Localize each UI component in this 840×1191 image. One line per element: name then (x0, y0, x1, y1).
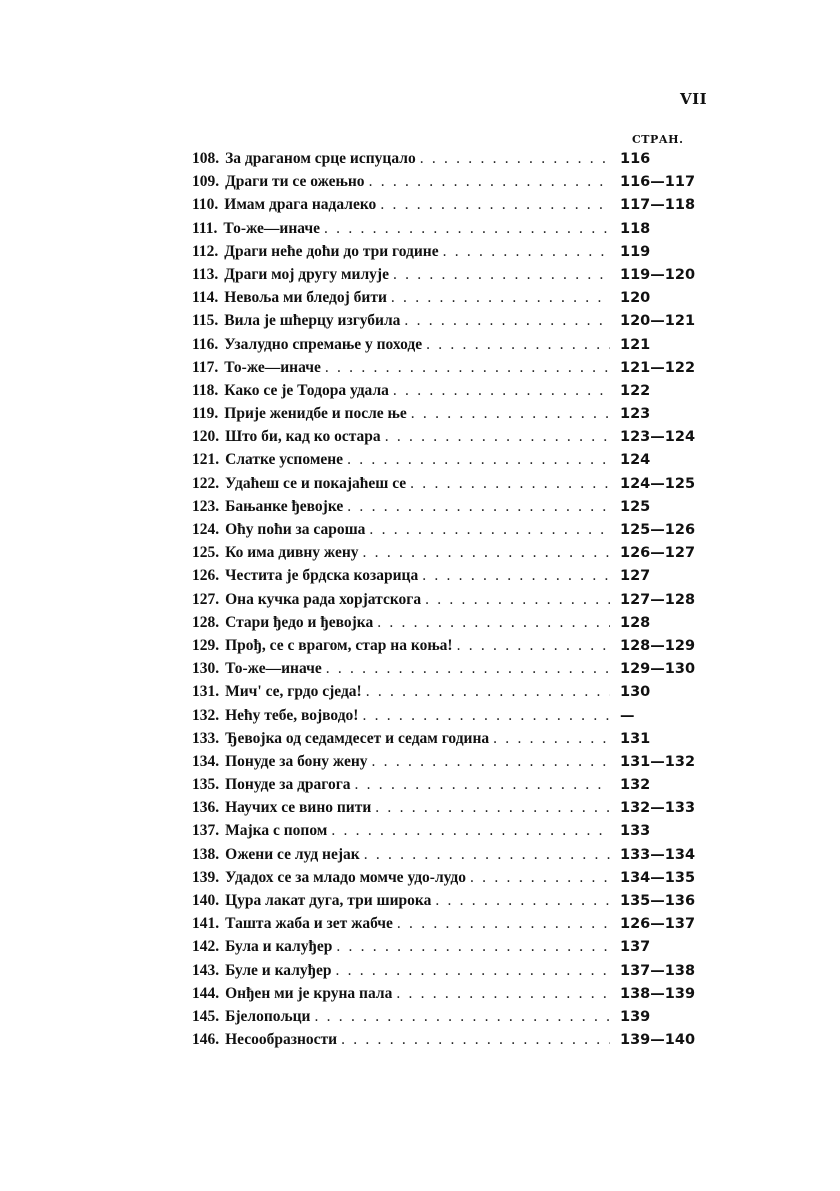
toc-entry-heading (192, 243, 610, 261)
toc-entry-number: 112. (192, 242, 219, 260)
toc-entry-heading (192, 707, 610, 725)
toc-entry-number: 145. (192, 1007, 220, 1025)
toc-entry-pages: 122 (620, 382, 651, 399)
dot-leader (393, 266, 610, 284)
toc-entry-number: 124. (192, 521, 220, 538)
toc-entry-number: 130. (192, 660, 220, 678)
dot-leader (380, 196, 610, 214)
toc-entry-title: Мајка с попом (225, 822, 328, 840)
toc-entry-title: Ташта жаба и зет жабче (225, 915, 393, 933)
dot-leader (372, 753, 610, 771)
toc-entry-number: 137. (192, 822, 220, 840)
toc-entry-pages: 125—126 (620, 522, 696, 538)
toc-entry-heading (192, 312, 610, 330)
toc-entry-pages: 128 (620, 614, 651, 631)
toc-entry-title: Вила је шћерцу изгубила (224, 312, 401, 330)
toc-entry-title: Понуде за бону жену (225, 752, 368, 770)
toc-entry-title: Нећу тебе, војводо! (225, 706, 359, 724)
toc-entry-pages: 117—118 (620, 197, 696, 214)
toc-entry-heading (192, 962, 610, 980)
toc-entry-number: 111. (192, 219, 218, 237)
toc-entry-number: 118. (192, 381, 219, 399)
toc-entry-title: Несообразности (225, 1031, 338, 1049)
toc-entry-pages: 137 (620, 939, 651, 956)
toc-entry-title: Невоља ми бледој бити (224, 289, 387, 307)
toc-entry-title: Онђен ми је круна пала (225, 984, 393, 1002)
dot-leader (362, 707, 610, 725)
toc-entry-pages: 133 (620, 823, 651, 840)
toc-entry-heading (192, 753, 610, 771)
toc-entry-title: Буле и калуђер (225, 961, 332, 979)
toc-entry-heading (192, 730, 610, 748)
toc-entry (192, 382, 712, 405)
toc-entry-heading (192, 614, 610, 632)
toc-entry-heading (192, 289, 610, 307)
toc-entry-heading (192, 660, 610, 678)
toc-entry-number: 123. (192, 497, 220, 515)
dot-leader (364, 846, 610, 864)
toc-entry-number: 133. (192, 729, 220, 747)
toc-entry (192, 822, 712, 845)
toc-entry (192, 475, 712, 498)
toc-entry-title: Што би, кад ко остара (225, 428, 381, 446)
toc-entry-pages: 123 (620, 406, 651, 423)
toc-entry-heading (192, 915, 610, 933)
toc-entry-pages: 121 (620, 336, 651, 353)
toc-entry-number: 129. (192, 636, 220, 654)
toc-entry-title: Бјелопољци (225, 1007, 311, 1025)
toc-entry-pages: 129—130 (620, 661, 696, 678)
toc-entry-heading (192, 405, 610, 423)
page-number: VII (680, 90, 708, 108)
toc-entry-title: Драги мој другу милује (224, 265, 389, 283)
toc-entry-number: 108. (192, 150, 220, 167)
toc-entry-heading (192, 892, 610, 910)
toc-entry-heading (192, 359, 610, 377)
toc-entry-number: 140. (192, 892, 220, 909)
dot-leader (377, 614, 610, 632)
toc-entry-title: За драганом срце испуцало (225, 150, 416, 167)
toc-entry-title: Удаћеш се и покајаћеш се (225, 474, 407, 492)
toc-entry-heading (192, 1008, 610, 1026)
toc-entry-number: 110. (192, 196, 219, 214)
toc-entry-heading (192, 266, 610, 284)
toc-entry-pages: 126—127 (620, 545, 696, 562)
toc-entry-heading (192, 544, 610, 562)
toc-entry-title: Удадох се за младо момче удо-лудо (225, 868, 467, 886)
toc-entry-pages: 124—125 (620, 475, 696, 492)
toc-entry-pages: 138—139 (620, 985, 696, 1002)
toc-entry (192, 405, 712, 428)
toc-entry-heading (192, 336, 610, 354)
toc-entry-pages: 130 (620, 684, 651, 701)
dot-leader (397, 915, 610, 933)
toc-entry-number: 131. (192, 683, 220, 701)
toc-entry-number: 115. (192, 312, 219, 330)
dot-leader (422, 567, 610, 585)
toc-entry (192, 173, 712, 196)
toc-entry-pages: 119 (620, 243, 651, 260)
toc-entry-heading (192, 475, 610, 493)
toc-entry-heading (192, 683, 610, 701)
dot-leader (411, 405, 610, 423)
dot-leader (324, 220, 610, 238)
dot-leader (375, 799, 610, 817)
toc-entry-pages: 137—138 (620, 962, 696, 979)
toc-entry (192, 498, 712, 521)
toc-entry-heading (192, 220, 610, 238)
toc-entry-number: 116. (192, 335, 219, 353)
toc-entry-title: Мич' се, грдо сједа! (225, 683, 362, 701)
toc-entry-number: 136. (192, 799, 220, 817)
toc-entry-number: 134. (192, 752, 220, 770)
toc-entry (192, 451, 712, 474)
toc-entry-title: Оћу поћи за сароша (225, 521, 366, 538)
toc-entry-heading (192, 1031, 610, 1049)
toc-entry-number: 121. (192, 451, 220, 469)
toc-entry (192, 220, 712, 243)
toc-entry-title: Слатке успомене (225, 451, 344, 469)
dot-leader (341, 1031, 610, 1049)
dot-leader (435, 892, 610, 910)
toc-entry-number: 125. (192, 544, 220, 562)
dot-leader (393, 382, 610, 400)
toc-entry-number: 143. (192, 961, 220, 979)
toc-entry-title: Драги неће доћи до три године (224, 242, 439, 260)
toc-entry-pages: 133—134 (620, 846, 696, 863)
toc-entry (192, 428, 712, 451)
dot-leader (493, 730, 610, 748)
toc-entry (192, 985, 712, 1008)
toc-entry-number: 117. (192, 358, 219, 376)
toc-entry-pages: 139 (620, 1008, 651, 1025)
toc-entry-number: 114. (192, 289, 219, 307)
toc-entry (192, 336, 712, 359)
toc-entry-heading (192, 869, 610, 887)
toc-entry (192, 892, 712, 915)
toc-entry (192, 753, 712, 776)
toc-entry-pages: 126—137 (620, 916, 696, 933)
dot-leader (369, 521, 610, 539)
dot-leader (347, 498, 610, 516)
toc-entry-title: Ђевојка од седамдесет и седам година (225, 729, 490, 747)
toc-entry (192, 521, 712, 544)
toc-entry-title: Ожени се луд нејак (225, 845, 360, 863)
toc-entry-heading (192, 567, 610, 585)
toc-entry (192, 591, 712, 614)
toc-entry-pages: 139—140 (620, 1032, 696, 1049)
toc-entry-title: Узалудно спремање у походе (224, 335, 423, 353)
toc-entry-pages: 116—117 (620, 174, 696, 191)
toc-entry-pages: 124 (620, 452, 651, 469)
toc-entry-number: 109. (192, 173, 220, 191)
toc-entry-title: Драги ти се ожењно (225, 173, 365, 191)
dot-leader (404, 312, 610, 330)
toc-entry-number: 139. (192, 868, 220, 886)
toc-entry-number: 128. (192, 613, 220, 631)
toc-entry-pages: 118 (620, 220, 651, 237)
toc-entry-heading (192, 428, 610, 446)
dot-leader (420, 150, 610, 168)
toc-entry-pages: 119—120 (620, 266, 696, 283)
toc-entry (192, 359, 712, 382)
table-of-contents (192, 150, 712, 1054)
toc-entry-title: Честита је брдска козарица (225, 567, 419, 585)
toc-entry-title: Научих се вино пити (225, 799, 372, 817)
toc-entry (192, 938, 712, 961)
toc-entry-heading (192, 846, 610, 864)
dot-leader (355, 776, 611, 794)
toc-entry-title: Како се је Тодора удала (224, 381, 389, 399)
toc-entry (192, 637, 712, 660)
toc-entry (192, 915, 712, 938)
toc-entry-title: Прије женидбе и после ње (224, 405, 407, 423)
dot-leader (391, 289, 610, 307)
toc-entry (192, 707, 712, 730)
toc-entry-number: 132. (192, 706, 220, 724)
pages-column-label: СТРАН. (632, 133, 684, 146)
toc-entry-pages: 128—129 (620, 637, 696, 654)
toc-entry-title: Понуде за драгога (225, 776, 351, 794)
toc-entry-title: То-же—иначе (223, 219, 321, 237)
toc-entry-pages: 132 (620, 777, 651, 794)
toc-entry (192, 567, 712, 590)
toc-entry (192, 243, 712, 266)
toc-entry-heading (192, 451, 610, 469)
dot-leader (347, 451, 610, 469)
toc-entry (192, 869, 712, 892)
toc-entry-title: Цура лакат дуга, три широка (225, 892, 432, 909)
toc-entry-pages: 135—136 (620, 893, 696, 909)
toc-entry-title: Була и калуђер (225, 938, 333, 956)
toc-entry-heading (192, 938, 610, 956)
toc-entry (192, 289, 712, 312)
toc-entry-pages: 127 (620, 568, 651, 585)
toc-entry (192, 1008, 712, 1031)
toc-entry (192, 1031, 712, 1054)
toc-entry-heading (192, 985, 610, 1003)
dot-leader (425, 591, 610, 609)
dot-leader (443, 243, 610, 261)
toc-entry-pages: 132—133 (620, 800, 696, 817)
toc-entry-number: 113. (192, 265, 219, 283)
dot-leader (335, 962, 610, 980)
toc-entry-title: Она кучка рада хорјатскога (225, 590, 422, 608)
toc-entry-number: 146. (192, 1031, 220, 1049)
dot-leader (385, 428, 610, 446)
toc-entry (192, 683, 712, 706)
toc-entry-number: 144. (192, 984, 220, 1002)
toc-entry-number: 120. (192, 428, 220, 446)
toc-entry-title: То-же—иначе (224, 358, 321, 376)
toc-entry-number: 122. (192, 474, 220, 492)
toc-entry-title: Бањанке ђевојке (225, 497, 344, 515)
dot-leader (325, 359, 610, 377)
toc-entry-pages: 120 (620, 290, 651, 307)
dot-leader (315, 1008, 611, 1026)
toc-entry (192, 614, 712, 637)
toc-entry-number: 138. (192, 845, 220, 863)
toc-entry-pages: 116 (620, 151, 651, 167)
toc-entry (192, 799, 712, 822)
toc-entry-title: Ко има дивну жену (225, 544, 359, 562)
toc-entry (192, 196, 712, 219)
toc-entry (192, 776, 712, 799)
toc-entry-heading (192, 498, 610, 516)
toc-entry-pages: 125 (620, 498, 651, 515)
toc-entry (192, 730, 712, 753)
toc-entry-number: 141. (192, 915, 220, 933)
toc-entry-pages: 131—132 (620, 753, 696, 770)
toc-entry-heading (192, 799, 610, 817)
dot-leader (326, 660, 610, 678)
dot-leader (396, 985, 610, 1003)
toc-entry-heading (192, 521, 610, 539)
toc-entry-heading (192, 591, 610, 609)
dot-leader (426, 336, 610, 354)
toc-entry (192, 150, 712, 173)
toc-entry-heading (192, 822, 610, 840)
dot-leader (336, 938, 610, 956)
toc-entry (192, 846, 712, 869)
toc-entry-pages: 127—128 (620, 591, 696, 608)
dot-leader (366, 683, 610, 701)
toc-entry-number: 126. (192, 567, 220, 585)
toc-entry (192, 266, 712, 289)
dot-leader (331, 822, 610, 840)
dot-leader (410, 475, 610, 493)
dot-leader (363, 544, 610, 562)
toc-entry-pages: 121—122 (620, 359, 696, 376)
toc-entry (192, 660, 712, 683)
toc-entry-title: То-же—иначе (225, 660, 322, 678)
toc-entry-pages: 123—124 (620, 429, 696, 446)
toc-entry-pages: 120—121 (620, 313, 696, 330)
toc-entry-pages: 134—135 (620, 869, 696, 886)
toc-entry-heading (192, 637, 610, 655)
toc-entry-heading (192, 196, 610, 214)
toc-entry-pages: 131 (620, 730, 651, 747)
toc-entry-title: Прођ, се с врагом, стар на коња! (225, 636, 453, 654)
toc-entry-title: Имам драга надалеко (224, 196, 377, 214)
toc-entry-number: 135. (192, 776, 220, 794)
toc-entry (192, 312, 712, 335)
toc-entry-number: 127. (192, 590, 220, 608)
toc-entry (192, 544, 712, 567)
toc-entry-heading (192, 173, 610, 191)
dot-leader (470, 869, 610, 887)
toc-entry (192, 962, 712, 985)
toc-entry-number: 119. (192, 405, 219, 423)
toc-entry-pages: — (620, 707, 635, 724)
toc-entry-number: 142. (192, 938, 220, 956)
toc-entry-title: Стари ђедо и ђевојка (225, 613, 374, 631)
dot-leader (457, 637, 610, 655)
toc-entry-heading (192, 382, 610, 400)
toc-entry-heading (192, 776, 610, 794)
dot-leader (369, 173, 610, 191)
toc-entry-heading (192, 150, 610, 168)
